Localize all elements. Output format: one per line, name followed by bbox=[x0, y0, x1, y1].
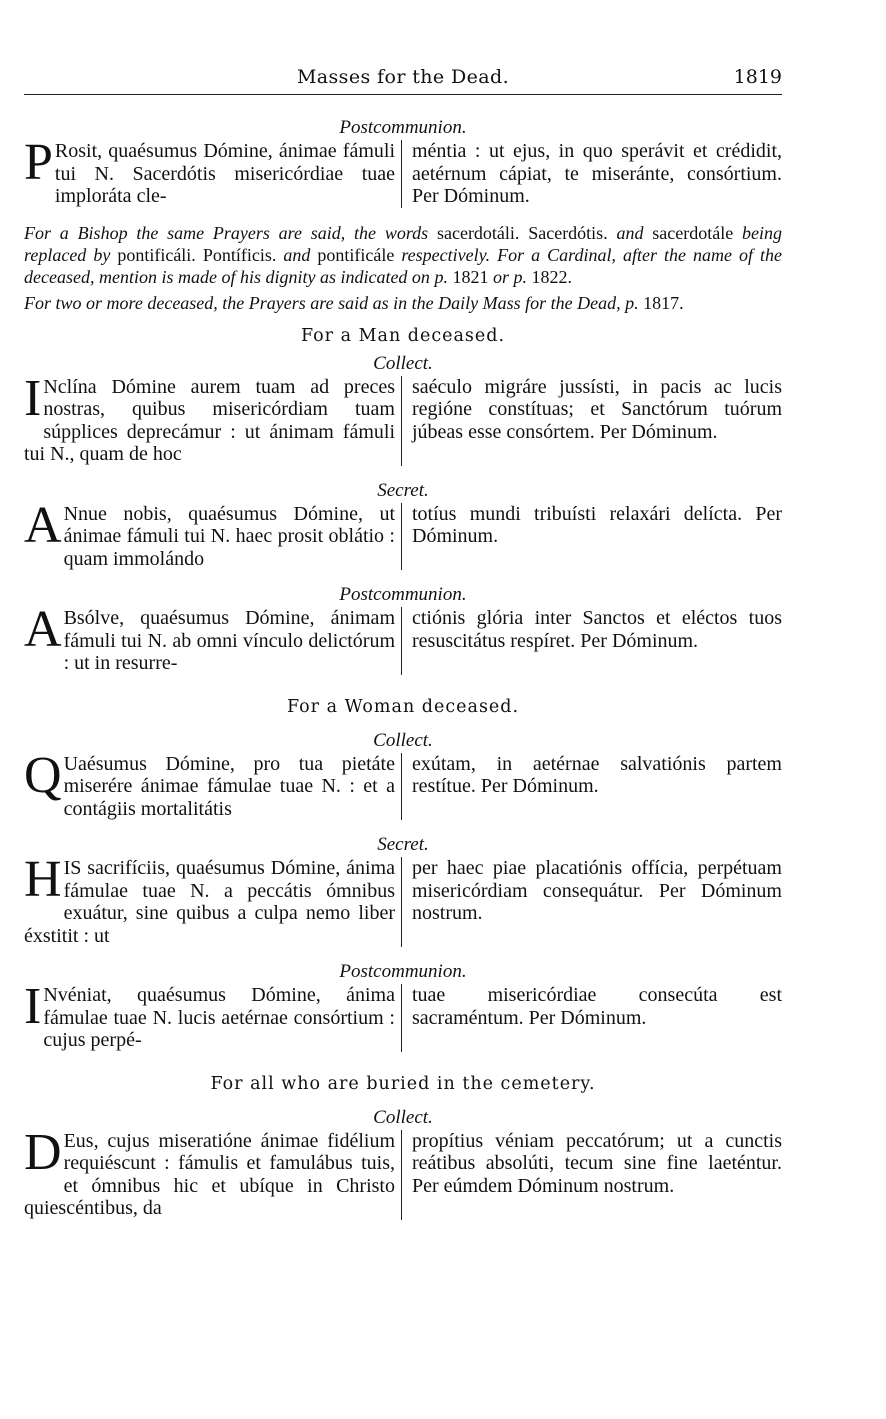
initial-letter: P bbox=[24, 134, 53, 191]
initial-letter: I bbox=[24, 369, 42, 427]
initial-letter: A bbox=[24, 496, 62, 554]
initial-letter: H bbox=[24, 851, 62, 908]
prayer-text: Uaésumus Dómine, pro tua pietáte miserére ánimae fámulae tuae N. : et a contágiis mortalitátis bbox=[63, 752, 395, 820]
postcommunion-label: Postcommunion. bbox=[339, 584, 467, 605]
prayer-text: Rosit, quaésumus Dómine, ánimae fámuli tui N. Sacerdótis misericórdiae tuae imploráta cle- bbox=[54, 140, 395, 207]
page-number: 1819 bbox=[733, 66, 782, 88]
postcommunion-prayer-woman bbox=[24, 978, 782, 1052]
prayer-text: Bsólve, quaésumus Dómine, ánimam fámuli tui N. ab omni vínculo delictórum : ut in resurre- bbox=[63, 607, 395, 674]
prayer-right-column: propítius véniam peccatórum; ut a cunctis reátibus absolúti, tecum sine fine laeténtur. Per eúmdem Dóminum nostrum. bbox=[412, 1129, 782, 1197]
postcommunion-label: Postcommunion. bbox=[339, 961, 467, 982]
prayer-left-column bbox=[24, 369, 402, 466]
prayer-right-column: totíus mundi tribuísti relaxári delícta. Per Dóminum. bbox=[412, 502, 782, 547]
initial-letter: Q bbox=[24, 746, 62, 804]
prayer-right-column: méntia : ut ejus, in quo sperávit et crédidit, aetérnum cápiat, te miseránte, consórtium. Per Dóminum. bbox=[412, 140, 782, 207]
postcommunion-prayer bbox=[24, 134, 782, 208]
prayer-left-column bbox=[24, 851, 402, 947]
rubric-bishop-cardinal: For a Bishop the same Prayers are said, the words sacerdotáli. Sacerdótis. and sacerdotále being replaced by pontificáli. Pontíficis. and pontificále respectively. For a Cardinal, after the name of the deceased, mention is made of his dignity as indicated on p. 1821 or p. 1822. bbox=[24, 222, 783, 287]
prayer-right-column: tuae misericórdiae consecúta est sacraméntum. Per Dóminum. bbox=[412, 984, 782, 1029]
postcommunion-label: Postcommunion. bbox=[339, 117, 467, 138]
prayer-text: Nclína Dómine aurem tuam ad preces nostras, quibus misericórdiam tuam súpplices deprecámur : ut ánimam fámuli tui N., quam de hoc bbox=[24, 375, 395, 465]
page bbox=[24, 60, 782, 1220]
postcommunion-prayer-man bbox=[24, 601, 782, 675]
prayer-left-column bbox=[24, 134, 402, 208]
rubric-several-deceased: For two or more deceased, the Prayers are said as in the Daily Mass for the Dead, p. 1817. bbox=[24, 292, 684, 313]
initial-letter: I bbox=[24, 978, 42, 1035]
collect-prayer-woman bbox=[24, 746, 782, 821]
prayer-right-column: saéculo migráre jussísti, in pacis ac lucis regióne constítuas; et Sanctórum tuórum júbeas esse consórtem. Per Dóminum. bbox=[412, 375, 782, 443]
prayer-left-column bbox=[24, 978, 402, 1052]
secret-label: Secret. bbox=[377, 834, 429, 855]
prayer-left-column bbox=[24, 1123, 402, 1220]
prayer-text: Eus, cujus miseratióne ánimae fidélium requiéscunt : fámulis et famulábus tuis, et ómnibus hic et ubíque in Christo quiescéntibus, da bbox=[24, 1129, 395, 1219]
prayer-right-column: per haec piae placatiónis offícia, perpétuam misericórdiam consequátur. Per Dóminum nostrum. bbox=[412, 857, 782, 924]
section-heading-woman: For a Woman deceased. bbox=[286, 696, 520, 717]
collect-prayer-man bbox=[24, 369, 782, 466]
prayer-left-column bbox=[24, 496, 402, 571]
section-heading-man: For a Man deceased. bbox=[300, 325, 506, 346]
prayer-right-column: ctiónis glória inter Sanctos et eléctos tuos resuscitátus respíret. Per Dóminum. bbox=[412, 607, 782, 652]
prayer-right-column: exútam, in aetérnae salvatiónis partem restítue. Per Dóminum. bbox=[412, 752, 782, 797]
running-title: Masses for the Dead. bbox=[296, 66, 510, 88]
secret-prayer-woman bbox=[24, 851, 782, 947]
prayer-left-column bbox=[24, 746, 402, 821]
prayer-text: Nnue nobis, quaésumus Dómine, ut ánimae fámuli tui N. haec prosit oblátio : quam immolándo bbox=[63, 502, 395, 570]
section-heading-cemetery: For all who are buried in the cemetery. bbox=[210, 1073, 596, 1094]
collect-label: Collect. bbox=[373, 352, 433, 374]
collect-label: Collect. bbox=[373, 1106, 433, 1128]
prayer-text: IS sacrifíciis, quaésumus Dómine, ánima fámulae tuae N. a peccátis ómnibus exuátur, sine quibus a culpa nemo liber éxstitit : ut bbox=[24, 857, 395, 947]
collect-label: Collect. bbox=[373, 729, 433, 751]
running-head bbox=[24, 60, 782, 95]
secret-prayer-man bbox=[24, 496, 782, 571]
collect-prayer-cemetery bbox=[24, 1123, 782, 1220]
initial-letter: A bbox=[24, 601, 62, 658]
secret-label: Secret. bbox=[377, 479, 429, 501]
prayer-left-column bbox=[24, 601, 402, 675]
initial-letter: D bbox=[24, 1123, 62, 1181]
prayer-text: Nvéniat, quaésumus Dómine, ánima fámulae tuae N. lucis aetérnae consórtium : cujus perpé- bbox=[43, 984, 395, 1051]
